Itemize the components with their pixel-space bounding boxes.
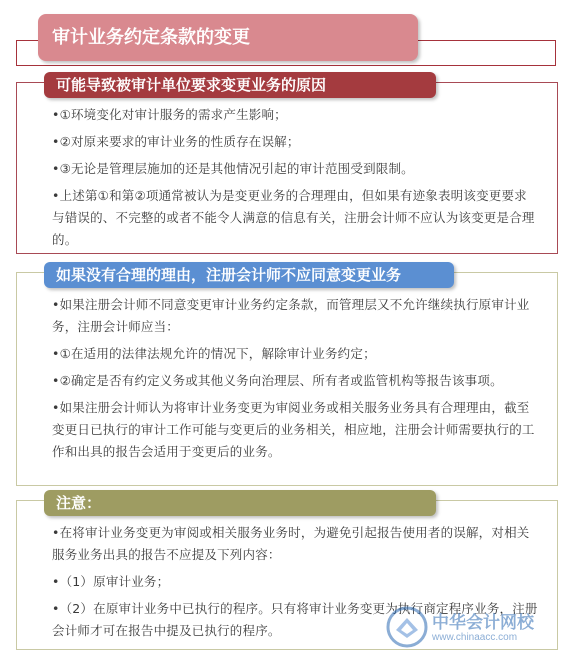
list-item: •③无论是管理层施加的还是其他情况引起的审计范围受到限制。 bbox=[52, 161, 414, 176]
list-item: •如果注册会计师认为将审计业务变更为审阅业务或相关服务业务具有合理理由，截至变更日已执行的审计工作可能与变更后的业务相关，相应地，注册会计师需要执行的工作和出具的报告会适用于变更后的业务。 bbox=[52, 400, 535, 459]
watermark-name: 中华会计网校 bbox=[432, 613, 534, 633]
list-item: •如果注册会计师不同意变更审计业务约定条款，而管理层又不允许继续执行原审计业务，注册会计师应当： bbox=[52, 297, 530, 334]
watermark-url: www.chinaacc.com bbox=[432, 632, 518, 643]
watermark bbox=[386, 602, 566, 654]
list-item: •①环境变化对审计服务的需求产生影响； bbox=[52, 107, 287, 122]
list-item: •在将审计业务变更为审阅或相关服务业务时，为避免引起报告使用者的误解，对相关服务业务出具的报告不应提及下列内容： bbox=[52, 525, 530, 562]
section-heading: 可能导致被审计单位要求变更业务的原因 bbox=[44, 72, 436, 98]
list-item: •上述第①和第②项通常被认为是变更业务的合理理由，但如果有迹象表明该变更要求与错误的、不完整的或者不能令人满意的信息有关，注册会计师不应认为该变更是合理的。 bbox=[52, 188, 535, 247]
item-list bbox=[52, 294, 538, 468]
section-heading: 如果没有合理的理由，注册会计师不应同意变更业务 bbox=[44, 262, 454, 288]
list-item: •①在适用的法律法规允许的情况下，解除审计业务约定； bbox=[52, 346, 376, 361]
item-list bbox=[52, 104, 538, 256]
section-no-reasonable-grounds bbox=[16, 262, 558, 486]
list-item: •（2）在原审计业务中已执行的程序。只有将审计业务变更为执行商定程序业务，注册会计师才可在报告中提及已执行的程序。 bbox=[52, 601, 538, 638]
section-heading: 注意： bbox=[44, 490, 436, 516]
section-change-reasons bbox=[16, 72, 558, 254]
list-item: •②对原来要求的审计业务的性质存在误解； bbox=[52, 134, 300, 149]
list-item: •（1）原审计业务； bbox=[52, 574, 170, 589]
page-title: 审计业务约定条款的变更 bbox=[38, 14, 418, 61]
list-item: •②确定是否有约定义务或其他义务向治理层、所有者或监管机构等报告该事项。 bbox=[52, 373, 503, 388]
chinaacc-logo-icon bbox=[386, 606, 428, 648]
